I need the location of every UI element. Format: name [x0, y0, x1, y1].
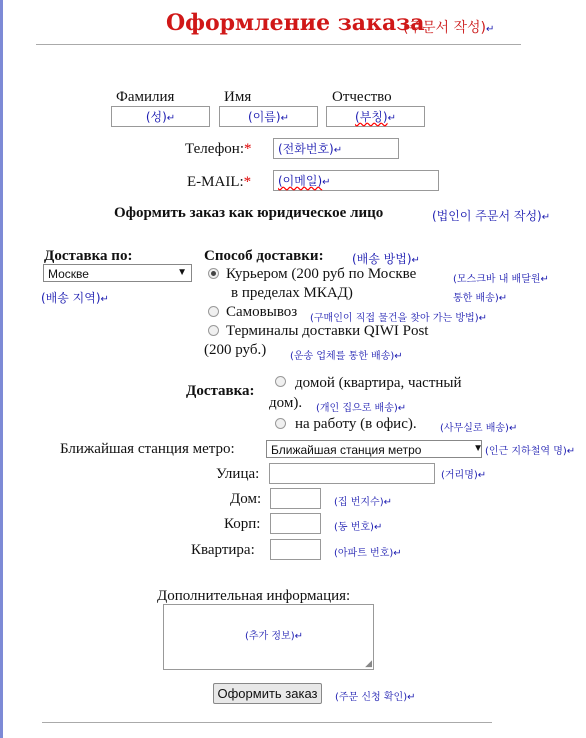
email-field[interactable]: (이메일)↵ [273, 170, 439, 191]
legal-entity-note: (법인이 주문서 작성)↵ [432, 209, 551, 223]
qiwi-note: (운송 업체를 통한 배송)↵ [290, 351, 403, 362]
patronymic-field[interactable]: (부칭)↵ [326, 106, 425, 127]
chevron-down-icon: ▼ [177, 267, 187, 278]
apartment-note: (아파트 번호)↵ [334, 548, 402, 559]
home-label-cont: дом). [269, 395, 303, 411]
chevron-down-icon: ▼ [473, 443, 483, 454]
courier-note: (모스크바 내 배달원↵ [453, 274, 549, 285]
metro-label: Ближайшая станция метро: [60, 441, 235, 457]
street-note: (거리명)↵ [441, 470, 487, 481]
courier-note-cont: 통한 배송)↵ [453, 293, 508, 304]
email-label: E-MAIL:* [187, 174, 252, 190]
qiwi-price: (200 руб.) [204, 342, 267, 358]
submit-order-button[interactable]: Оформить заказ [213, 683, 322, 704]
surname-field[interactable]: (성)↵ [111, 106, 210, 127]
courier-label-cont: в пределах МКАД) [231, 285, 353, 301]
window-left-border [0, 0, 3, 738]
submit-note: (주문 신청 확인)↵ [335, 692, 416, 703]
home-label: домой (квартира, частный [295, 375, 462, 391]
delivery-to-label: Доставка по: [44, 248, 133, 264]
delivery-region-select[interactable]: Москве ▼ [43, 264, 192, 282]
courier-label: Курьером (200 руб по Москве [226, 266, 417, 282]
apartment-field[interactable] [270, 539, 321, 560]
delivery-region-note: (배송 지역)↵ [41, 291, 109, 305]
additional-info-textarea[interactable] [163, 604, 374, 670]
additional-info-note: (추가 정보)↵ [245, 631, 304, 642]
work-radio[interactable] [275, 418, 286, 429]
pickup-label: Самовывоз [226, 304, 298, 320]
house-note: (집 번지수)↵ [334, 497, 393, 508]
street-label: Улица: [216, 466, 260, 482]
courier-radio[interactable] [208, 268, 219, 279]
metro-note: (인근 지하철역 명)↵ [485, 446, 576, 457]
building-field[interactable] [270, 513, 321, 534]
building-note: (동 번호)↵ [334, 522, 383, 533]
work-note: (사무실로 배송)↵ [440, 423, 518, 434]
house-field[interactable] [270, 488, 321, 509]
home-note: (개인 집으로 배송)↵ [316, 403, 407, 414]
metro-select[interactable]: Ближайшая станция метро ▼ [266, 440, 482, 458]
header-divider [36, 44, 521, 45]
name-field[interactable]: (이름)↵ [219, 106, 318, 127]
footer-divider [42, 722, 492, 723]
phone-label: Телефон:* [185, 141, 252, 157]
qiwi-label: Терминалы доставки QIWI Post [226, 323, 429, 339]
phone-field[interactable]: (전화번호)↵ [273, 138, 399, 159]
street-field[interactable] [269, 463, 435, 484]
patronymic-label: Отчество [332, 89, 392, 105]
title-note: (주문서 작성)↵ [403, 20, 495, 36]
pickup-radio[interactable] [208, 306, 219, 317]
apartment-label: Квартира: [191, 542, 255, 558]
work-label: на работу (в офис). [295, 416, 417, 432]
page-title: Оформление заказа [166, 10, 425, 36]
delivery-method-label: Способ доставки: [204, 248, 324, 264]
resize-handle-icon[interactable]: ◢ [365, 658, 372, 668]
legal-entity-link[interactable]: Оформить заказ как юридическое лицо [114, 205, 384, 221]
pickup-note: (구매인이 직접 물건을 찾아 가는 방법)↵ [310, 313, 487, 324]
house-label: Дом: [230, 491, 262, 507]
delivery-method-note: (배송 방법)↵ [352, 252, 420, 266]
home-radio[interactable] [275, 376, 286, 387]
delivery-place-label: Доставка: [186, 383, 255, 399]
surname-label: Фамилия [116, 89, 175, 105]
qiwi-radio[interactable] [208, 325, 219, 336]
building-label: Корп: [224, 516, 261, 532]
additional-info-label: Дополнительная информация: [157, 588, 351, 604]
name-label: Имя [224, 89, 252, 105]
